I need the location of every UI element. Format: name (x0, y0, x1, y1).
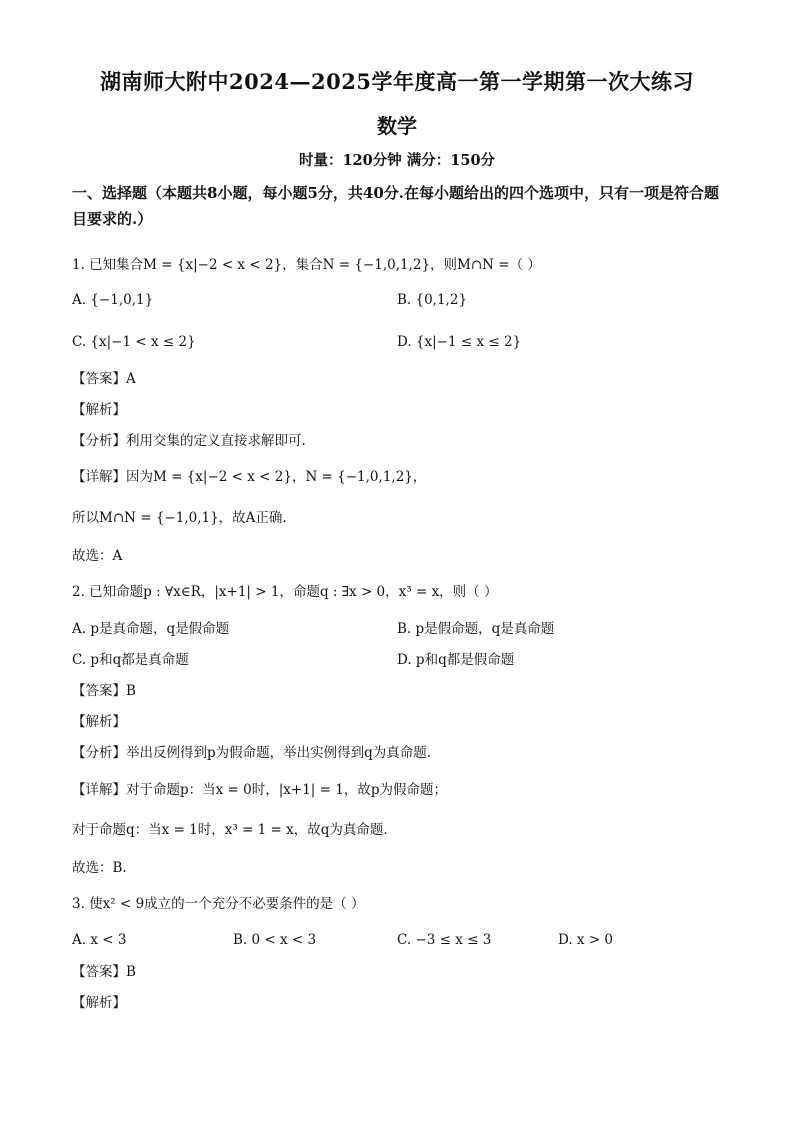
exam-info: 时量：120分钟 满分：150分 (298, 152, 496, 169)
q2-answer: 【答案】B (72, 683, 136, 699)
q1-option-a: A. {−1,0,1} (72, 292, 154, 308)
q1-answer: 【答案】A (72, 371, 136, 387)
q2-option-a: A. p是真命题，q是假命题 (72, 621, 230, 637)
q2-detail: 【详解】对于命题p：当x = 0时，|x+1| = 1，故p为假命题； (72, 782, 447, 798)
q3-analysis-label: 【解析】 (72, 995, 126, 1011)
q1-analysis-label: 【解析】 (72, 402, 126, 418)
q2-stem: 2. 已知命题p : ∀x∈R，|x+1| > 1，命题q : ∃x > 0，x³ = x，则（ ） (72, 584, 498, 600)
q3-option-c: C. −3 ≤ x ≤ 3 (397, 932, 492, 948)
q2-detail-2: 对于命题q：当x = 1时，x³ = 1 = x，故q为真命题. (72, 822, 388, 838)
q1-detail-2: 所以M∩N = {−1,0,1}，故A正确. (72, 510, 287, 526)
q2-fenxi: 【分析】举出反例得到p为假命题，举出实例得到q为真命题. (72, 745, 432, 761)
section-heading: 一、选择题（本题共8小题，每小题5分，共40分.在每小题给出的四个选项中，只有一项是符合题目要求的.） (72, 184, 719, 228)
q3-option-a: A. x < 3 (72, 932, 127, 948)
q1-option-d: D. {x|−1 ≤ x ≤ 2} (397, 334, 522, 350)
subject-title: 数学 (377, 114, 417, 138)
q3-option-d: D. x > 0 (558, 932, 614, 948)
q3-option-b: B. 0 < x < 3 (233, 932, 317, 948)
q3-answer: 【答案】B (72, 964, 136, 980)
q1-option-b: B. {0,1,2} (397, 292, 468, 308)
q1-stem: 1. 已知集合M = {x|−2 < x < 2}，集合N = {−1,0,1,2}，则M∩N =（ ） (72, 257, 541, 273)
q1-detail: 【详解】因为M = {x|−2 < x < 2}，N = {−1,0,1,2}， (72, 469, 427, 485)
q2-analysis-label: 【解析】 (72, 714, 126, 730)
q2-option-d: D. p和q都是假命题 (397, 652, 515, 668)
q1-fenxi: 【分析】利用交集的定义直接求解即可. (72, 433, 306, 449)
exam-title: 湖南师大附中2024—2025学年度高一第一学期第一次大练习 (100, 69, 694, 94)
q1-option-c: C. {x|−1 < x ≤ 2} (72, 334, 196, 350)
q1-select: 故选：A (72, 548, 123, 564)
q2-option-c: C. p和q都是真命题 (72, 652, 189, 668)
q3-stem: 3. 使x² < 9成立的一个充分不必要条件的是（ ） (72, 896, 365, 912)
q2-option-b: B. p是假命题，q是真命题 (397, 621, 555, 637)
q2-select: 故选：B. (72, 860, 127, 876)
